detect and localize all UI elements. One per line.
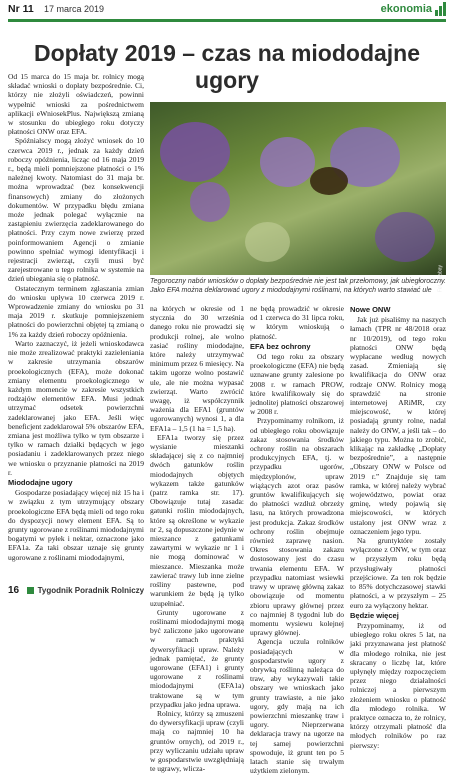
publication-name: Tygodnik Poradnik Rolniczy bbox=[37, 586, 145, 595]
photo-caption: Tegoroczny nabór wniosków o dopłaty bezpośrednie nie jest tak przełomowy, jak ubiegłoroczny. Jako EFA można deklarować ugory z miododajnymi roślinami, na których warto stawiać ule bbox=[150, 278, 446, 294]
paragraph: Warto zaznaczyć, iż jeżeli wnioskodawca nie może zrealizować praktyki zazieleniania w zakresie utrzymania obszarów proekologicznych (EFA), może dokonać zmiany elementu proekologicznego w każdym momencie w zakresie wszystkich rodzajów elementów EFA. Musi jednak utrzymać odsetek powierzchni zadeklarowanej jako EFA. Jeśli więc beneficjent zadeklarował 5% obszarów EFA, zmiana jest możliwa tylko w tym obszarze i tylko w ramach działki będących w jego posiadaniu i zadeklarowanych przez niego we wniosku o przyznanie płatności na 2019 r. bbox=[8, 338, 144, 477]
paragraph: Gospodarze posiadający więcej niż 15 ha i w związku z tym utrzymujący obszary proekologiczne EFA będą mieli od tego roku do dyspozycji nowy element EFA. Są to grunty ugorowane z roślinami miododajnymi bogatymi w pyłek i nektar, oznaczone jako EFA1a. Za taki obszar uznaje się grunty ugorowane z roślinami miododajnymi, bbox=[8, 488, 144, 562]
page-header bbox=[8, 0, 446, 20]
paragraph: Jak już pisaliśmy na naszych łamach (TPR nr 48/2018 oraz nr 10/2019), od tego roku płatności ONW będą wypłacane według nowych zasad. Zmieniają się kwalifikacja do ONW oraz rodzaje ONW. Rolnicy mogą sprawdzić na stronie internetowej ARiMR, czy miejscowość, w której posiadają grunty rolne, nadal należy do ONW, a jeśli tak – do jakiego typu. Można to zrobić, klikając na zakładkę „Dopłaty bezpośrednie”, a następnie „Obszary ONW w Polsce od 2019 r.” Znajduje się tam ramka, w której należy wybrać województwo, powiat oraz gminę, wtedy pojawią się miejscowości, w których ustalony jest ONW wraz z oznaczeniem jego typu. bbox=[350, 315, 446, 536]
issue-date: 17 marca 2019 bbox=[44, 4, 105, 14]
paragraph: EFA1a tworzy się przez wysianie mieszanki składającej się z co najmniej dwóch gatunków roślin miododajnych objętych wykazem także gatunków (patrz ramka str. 17). Obowiązuje tutaj zasada: gatunki roślin miododajnych, które są określone w wykazie nr 2, są dopuszczone jedynie w mieszance z gatunkami zawartymi w wykazie nr 1 i nie mogą dominować w mieszance. Mieszanka może zawierać trawy lub inne zielne rośliny pastewne, pod warunkiem że będą ją tylko uzupełniać. bbox=[150, 432, 244, 608]
article-lead: Od 15 marca do 15 maja br. rolnicy mogą składać wnioski o dopłaty bezpośrednie. Ci, którzy nie złożyli oświadczeń, powinni wypełnić wnioski za pośrednictwem aplikacji eWniosekPlus. Największą zmianą w stosunku do ubiegłego roku dotyczy płatności ONW oraz EFA. bbox=[8, 72, 144, 137]
photo-credit: Fot. pixabay bbox=[437, 265, 443, 293]
page-number: 16 bbox=[8, 585, 20, 596]
header-rule bbox=[8, 19, 446, 22]
paragraph: Przypominamy, iż od ubiegłego roku okres 5 lat, na jaki przyznawana jest płatność dla młodego rolnika, nie jest skracany o liczbę lat, które upłynęły między rozpoczęciem przez niego działalności rolniczej a pierwszym złożeniem wniosku o płatność dla młodego rolnika. W praktyce oznacza to, że rolnicy, którzy otrzymali płatność dla młodych rolników po raz pierwszy: bbox=[350, 620, 446, 750]
article-title: Dopłaty 2019 – czas na miododajne ugory bbox=[33, 40, 421, 93]
brand-square-icon bbox=[27, 587, 34, 594]
column-3 bbox=[250, 304, 344, 775]
paragraph: Agencja uczula rolników posiadających w gospodarstwie ugory z obrywką roślinną należąca do traw, aby wykazywali takie obszary we wnioskach jako grunty trawiaste, a nie jako ugory, gdy mają na ich powierzchni mieszankę traw i ugory. Nieprzerwana deklaracja trawy na ugorze na tej samej powierzchni spowoduje, iż grunt ten po 5 latach stanie się trwałym użytkiem zielonym. bbox=[250, 637, 344, 775]
paragraph: Ostatecznym terminem zgłaszania zmian do wniosku upływa 10 czerwca 2019 r. Wprowadzenie zmiany do wniosku po 31 maja 2019 r. skutkuje pomniejszeniem płatności do powierzchni objętej tą zmianą o 1% za każdy dzień roboczy opóźnienia. bbox=[8, 283, 144, 339]
paragraph: Na gruntyktóre zostały wyłączone z ONW, w tym oraz w przyszłym roku będą przysługiwały płatności przejściowe. Za ten rok będzie to 85% dotychczasowej stawki płatności, a w przyszłym – 25 euro za wyłączony hektar. bbox=[350, 536, 446, 610]
paragraph: Przypominamy rolnikom, iż od ubiegłego roku obowiązuje zakaz stosowania środków ochrony roślin na obszarach produkcyjnych EFA, tj. w przypadku ugorów, międzyplonów, upraw wiążących azot oraz pasów gruntów kwalifikujących się do płatności wzdłuż obrzeży lasu, na których prowadzona jest produkcja. Zakaz środków ochrony roślin obejmuje również zaprawę nasion. Okres stosowania zakazu dostosowany jest do czasu trwania elementu EFA. W przypadku natomiast wsiewki trawy w uprawę główną zakaz obowiązuje od momentu zbioru uprawy głównej przez co najmniej 8 tygodni lub do momentu wysiewu kolejnej uprawy głównej. bbox=[250, 416, 344, 638]
column-2 bbox=[150, 304, 244, 774]
paragraph: Spóźnialscy mogą złożyć wniosek do 10 czerwca 2019 r., jednak za każdy dzień roboczy opóźnienia, licząc od 16 maja 2019 r., będą mieli pomniejszone płatności o 1% należnej kwoty. Natomiast do 31 maja br. można wprowadzać (bez konsekwencji finansowych) zmiany do złożonych dokumentów. W przypadku błędu zmiana może jednak polegać wyłącznie na zastąpieniu zwierzęcia zadeklarowanego do płatności. Przy czym nowe zwierzę przed poinformowaniem Agencji o zmianie powinno spełniać wymogi identyfikacji i rejestracji zwierząt, czyli musi być zarejestrowane u tego rolnika w systemie na dzień ubiegania się o płatność. bbox=[8, 136, 144, 284]
page-footer bbox=[8, 585, 144, 596]
column-4 bbox=[350, 304, 446, 750]
subheading: Będzie więcej bbox=[350, 610, 399, 620]
paragraph: ne będą prowadzić w okresie od 1 czerwca do 31 lipca roku, w którym wnioskują o płatność. bbox=[250, 304, 344, 341]
subheading: EFA bez ochrony bbox=[250, 341, 311, 351]
paragraph: Rolnicy, którzy są zmuszeni do dywersyfikacji upraw (czyli mają co najmniej 10 ha gruntów ornych), od 2019 r., przy wyliczaniu udziału upraw w gospodarstwie uwzględniają te ugrawy, wlicza- bbox=[150, 708, 244, 774]
column-1 bbox=[8, 72, 144, 572]
paragraph: na których w okresie od 1 stycznia do 30 września danego roku nie prowadzi się produkcji rolnej, ale wolno zasiać rośliny miododajne, które należy utrzymywać minimum przez 6 miesięcy. Na takim ugorze wolno postawić ule, ale nie można wypasać zwierząt. Warto zwrócić uwagę, iż współczynnik ważenia dla EFA1 (gruntów ugorowanych) wynosi 1, a dla EFA1a – 1,5 (1 ha = 1,5 ha). bbox=[150, 304, 244, 433]
subheading: Miododajne ugory bbox=[8, 477, 73, 487]
issue-number: Nr 11 bbox=[8, 3, 34, 15]
paragraph: Od tego roku za obszary proekologiczne (EFA) nie będą uznawane grunty zalesione po 2008 r. w ramach PROW, które kwalifikowały się do jednolitej płatności obszarowej w 2008 r. bbox=[250, 352, 344, 417]
section-label: ekonomia bbox=[380, 3, 432, 15]
subheading: Nowe ONW bbox=[350, 305, 391, 314]
bars-logo-icon bbox=[435, 2, 446, 16]
paragraph: Grunty ugorowane z roślinami miododajnymi mogą być zaliczone jako ugorowane w ramach praktyki dywersyfikacji upraw. Należy jednak pamiętać, że grunty ugorowane (EFA1) i grunty ugorowane z roślinami miododajnymi (EFA1a) traktowane są w tym przypadku jako jedna uprawa. bbox=[150, 607, 244, 709]
